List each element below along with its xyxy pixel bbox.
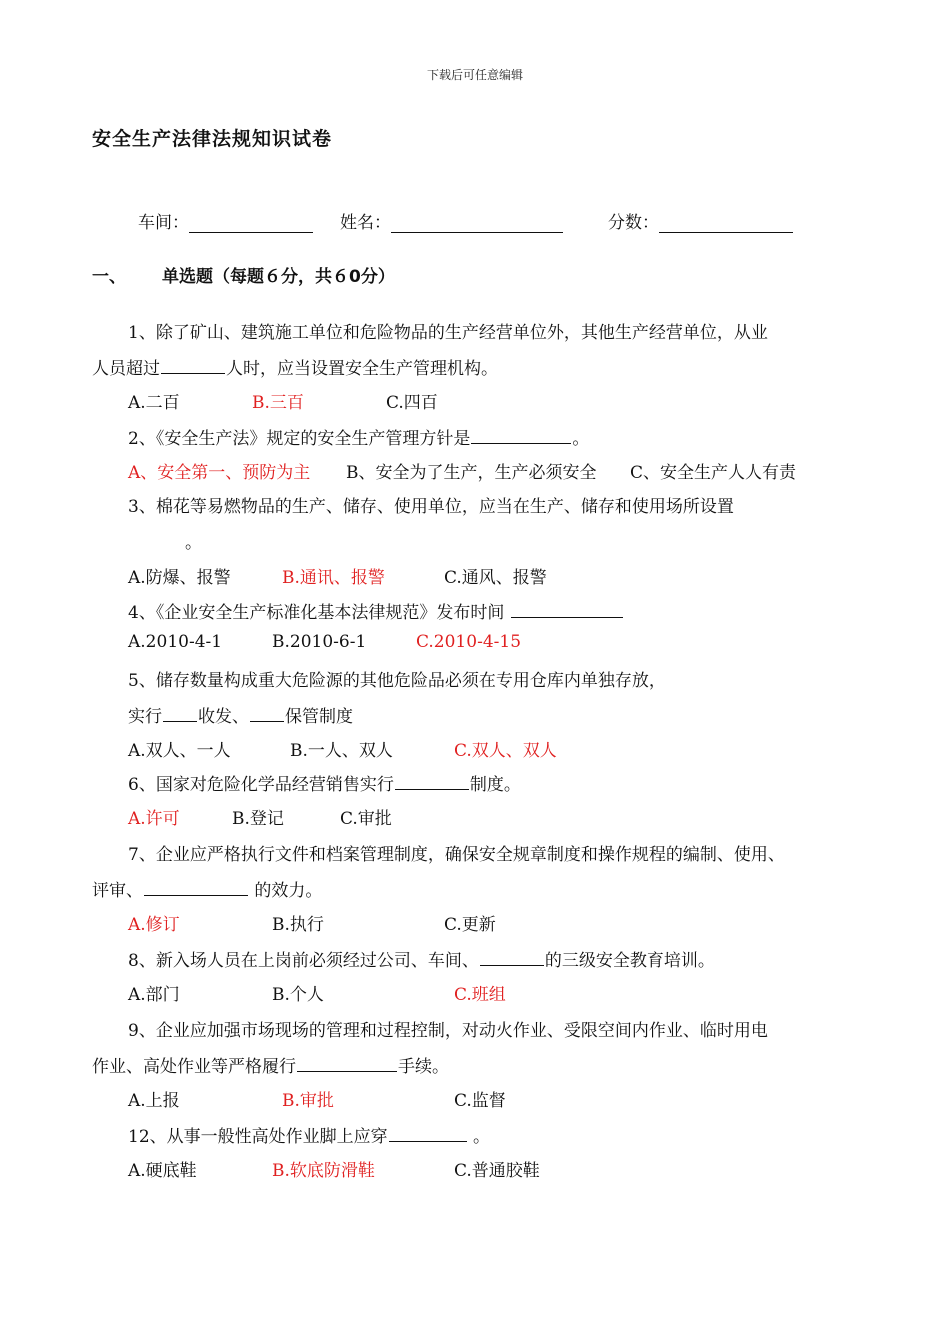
question-6-text: 6、国家对危险化学品经营销售实行 制度。 [128, 775, 521, 795]
question-8-option-a[interactable]: A.部门 [128, 985, 180, 1005]
question-2-option-a[interactable]: A、安全第一、预防为主 [128, 463, 311, 483]
question-5-text-cont: 实行 收发、 保管制度 [128, 707, 353, 727]
question-7-option-a[interactable]: A.修订 [128, 915, 180, 935]
question-6-option-c[interactable]: C.审批 [340, 809, 392, 829]
question-9-option-c[interactable]: C.监督 [454, 1091, 506, 1111]
question-12-text: 12、从事一般性高处作业脚上应穿 。 [128, 1127, 491, 1147]
question-2-option-c[interactable]: C、安全生产人人有责 [630, 463, 797, 483]
question-3-option-a[interactable]: A.防爆、报警 [128, 568, 231, 588]
question-2-text: 2、《安全生产法》规定的安全生产管理方针是 。 [128, 429, 590, 449]
question-4-option-a[interactable]: A.2010-4-1 [128, 632, 223, 652]
name-field [340, 208, 563, 233]
question-8-option-b[interactable]: B.个人 [272, 985, 324, 1005]
section-number: 一、 [92, 267, 126, 287]
question-12-option-b[interactable]: B.软底防滑鞋 [272, 1161, 375, 1181]
question-3-option-c[interactable]: C.通风、报警 [444, 568, 547, 588]
workshop-field [138, 208, 313, 233]
name-label: 姓名： [340, 213, 391, 233]
question-1-option-b[interactable]: B.三百 [252, 393, 304, 413]
question-7-option-c[interactable]: C.更新 [444, 915, 496, 935]
question-3-text-end: 。 [185, 533, 202, 553]
question-6-option-a[interactable]: A.许可 [128, 809, 180, 829]
answer-blank[interactable] [480, 949, 544, 966]
header-note: 下载后可任意编辑 [426, 68, 523, 82]
question-3-text: 3、棉花等易燃物品的生产、储存、使用单位，应当在生产、储存和使用场所设置 [128, 497, 734, 517]
question-1-option-c[interactable]: C.四百 [386, 393, 438, 413]
question-4-text: 4、《企业安全生产标准化基本法律规范》发布时间 [128, 598, 624, 623]
question-4-option-c[interactable]: C.2010-4-15 [416, 632, 522, 652]
section-title: 单选题（每题６分，共６0分） [162, 267, 395, 287]
workshop-blank[interactable] [189, 214, 313, 233]
question-5-option-a[interactable]: A.双人、一人 [128, 741, 231, 761]
question-9-option-a[interactable]: A.上报 [128, 1091, 180, 1111]
answer-blank[interactable] [395, 773, 469, 790]
question-5-text: 5、储存数量构成重大危险源的其他危险品必须在专用仓库内单独存放， [128, 671, 666, 691]
question-7-option-b[interactable]: B.执行 [272, 915, 324, 935]
question-9-text-cont: 作业、高处作业等严格履行 手续。 [92, 1057, 449, 1077]
question-1-option-a[interactable]: A.二百 [128, 393, 180, 413]
answer-blank[interactable] [161, 357, 225, 374]
question-9-option-b[interactable]: B.审批 [282, 1091, 334, 1111]
answer-blank[interactable] [144, 879, 248, 896]
question-7-text-cont: 评审、 的效力。 [92, 881, 323, 901]
question-12-option-a[interactable]: A.硬底鞋 [128, 1161, 197, 1181]
page-title: 安全生产法律法规知识试卷 [92, 128, 333, 150]
answer-blank[interactable] [511, 601, 623, 618]
answer-blank[interactable] [163, 705, 197, 722]
question-4-option-b[interactable]: B.2010-6-1 [272, 632, 367, 652]
question-8-text: 8、新入场人员在上岗前必须经过公司、车间、 的三级安全教育培训。 [128, 951, 715, 971]
question-5-option-c[interactable]: C.双人、双人 [454, 741, 557, 761]
question-12-option-c[interactable]: C.普通胶鞋 [454, 1161, 540, 1181]
question-9-text: 9、企业应加强市场现场的管理和过程控制，对动火作业、受限空间内作业、临时用电 [128, 1021, 768, 1041]
workshop-label: 车间： [138, 213, 189, 233]
question-1-text-cont: 人员超过 人时，应当设置安全生产管理机构。 [92, 359, 498, 379]
question-2-option-b[interactable]: B、安全为了生产，生产必须安全 [346, 463, 597, 483]
score-blank[interactable] [659, 214, 793, 233]
question-1-text: 1、除了矿山、建筑施工单位和危险物品的生产经营单位外，其他生产经营单位，从业 [128, 323, 768, 343]
score-field [608, 208, 793, 233]
answer-blank[interactable] [250, 705, 284, 722]
question-5-option-b[interactable]: B.一人、双人 [290, 741, 393, 761]
section-heading [92, 262, 395, 287]
question-8-option-c[interactable]: C.班组 [454, 985, 506, 1005]
question-6-option-b[interactable]: B.登记 [232, 809, 284, 829]
name-blank[interactable] [391, 214, 563, 233]
question-3-option-b[interactable]: B.通讯、报警 [282, 568, 385, 588]
question-7-text: 7、企业应严格执行文件和档案管理制度，确保安全规章制度和操作规程的编制、使用、 [128, 845, 785, 865]
answer-blank[interactable] [471, 427, 571, 444]
answer-blank[interactable] [389, 1125, 467, 1142]
score-label: 分数： [608, 213, 659, 233]
answer-blank[interactable] [297, 1055, 397, 1072]
